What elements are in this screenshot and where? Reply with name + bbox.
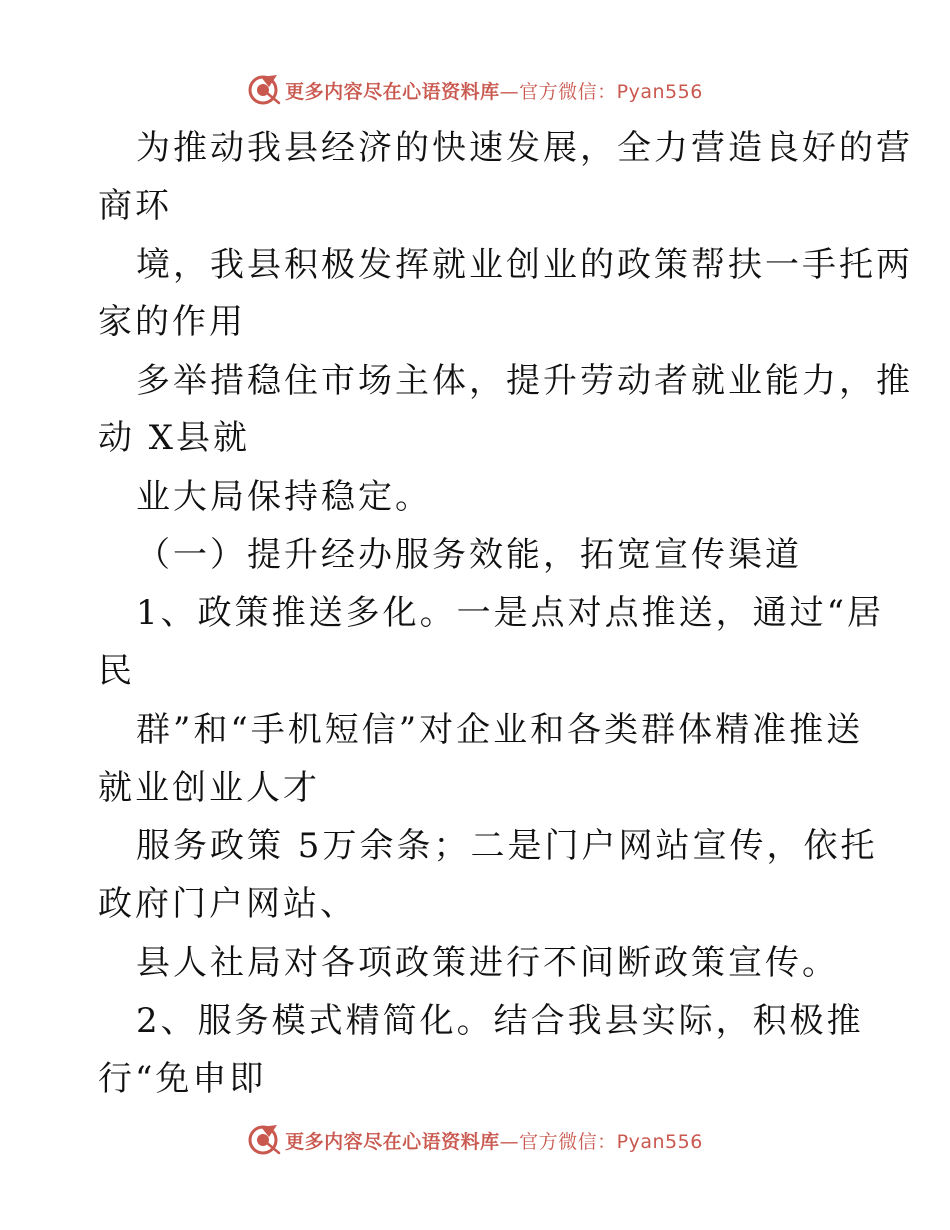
watermark-text	[285, 1127, 703, 1154]
watermark-wechat: 官方微信：Pyan556	[519, 1130, 703, 1153]
watermark-brand: 更多内容尽在心语资料库	[285, 1130, 500, 1153]
paragraph-line: 1、政策推送多化。一是点对点推送，通过“居	[136, 593, 885, 633]
footer-watermark	[0, 1120, 950, 1160]
paragraph-line: 业大局保持稳定。	[136, 477, 432, 517]
header-watermark	[0, 70, 950, 110]
paragraph-line: 多举措稳住市场主体，提升劳动者就业能力，推	[136, 361, 913, 401]
paragraph-line: 行“免申即	[98, 1059, 267, 1099]
paragraph-line: 2、服务模式精简化。结合我县实际，积极推	[136, 1001, 864, 1041]
paragraph-line: 县人社局对各项政策进行不间断政策宣传。	[136, 943, 839, 983]
paragraph-line: 境，我县积极发挥就业创业的政策帮扶一手托两	[136, 245, 913, 285]
paragraph-line: 就业创业人才	[98, 768, 320, 808]
brand-logo-icon	[247, 73, 281, 107]
watermark-wechat: 官方微信：Pyan556	[519, 80, 703, 103]
brand-logo-icon	[247, 1123, 281, 1157]
paragraph-line: 为推动我县经济的快速发展，全力营造良好的营	[136, 128, 913, 168]
section-heading: （一）提升经办服务效能，拓宽宣传渠道	[136, 535, 802, 575]
paragraph-line: 家的作用	[98, 302, 246, 342]
watermark-brand: 更多内容尽在心语资料库	[285, 80, 500, 103]
watermark-dash: —	[499, 1130, 520, 1153]
paragraph-line: 群”和“手机短信”对企业和各类群体精准推送	[136, 710, 864, 750]
paragraph-line: 民	[98, 651, 135, 691]
paragraph-line: 动 X县就	[98, 418, 251, 458]
paragraph-line: 政府门户网站、	[98, 884, 357, 924]
watermark-dash: —	[499, 80, 520, 103]
paragraph-line: 商环	[98, 186, 172, 226]
watermark-text	[285, 77, 703, 104]
paragraph-line: 服务政策 5万余条；二是门户网站宣传，依托	[136, 826, 878, 866]
